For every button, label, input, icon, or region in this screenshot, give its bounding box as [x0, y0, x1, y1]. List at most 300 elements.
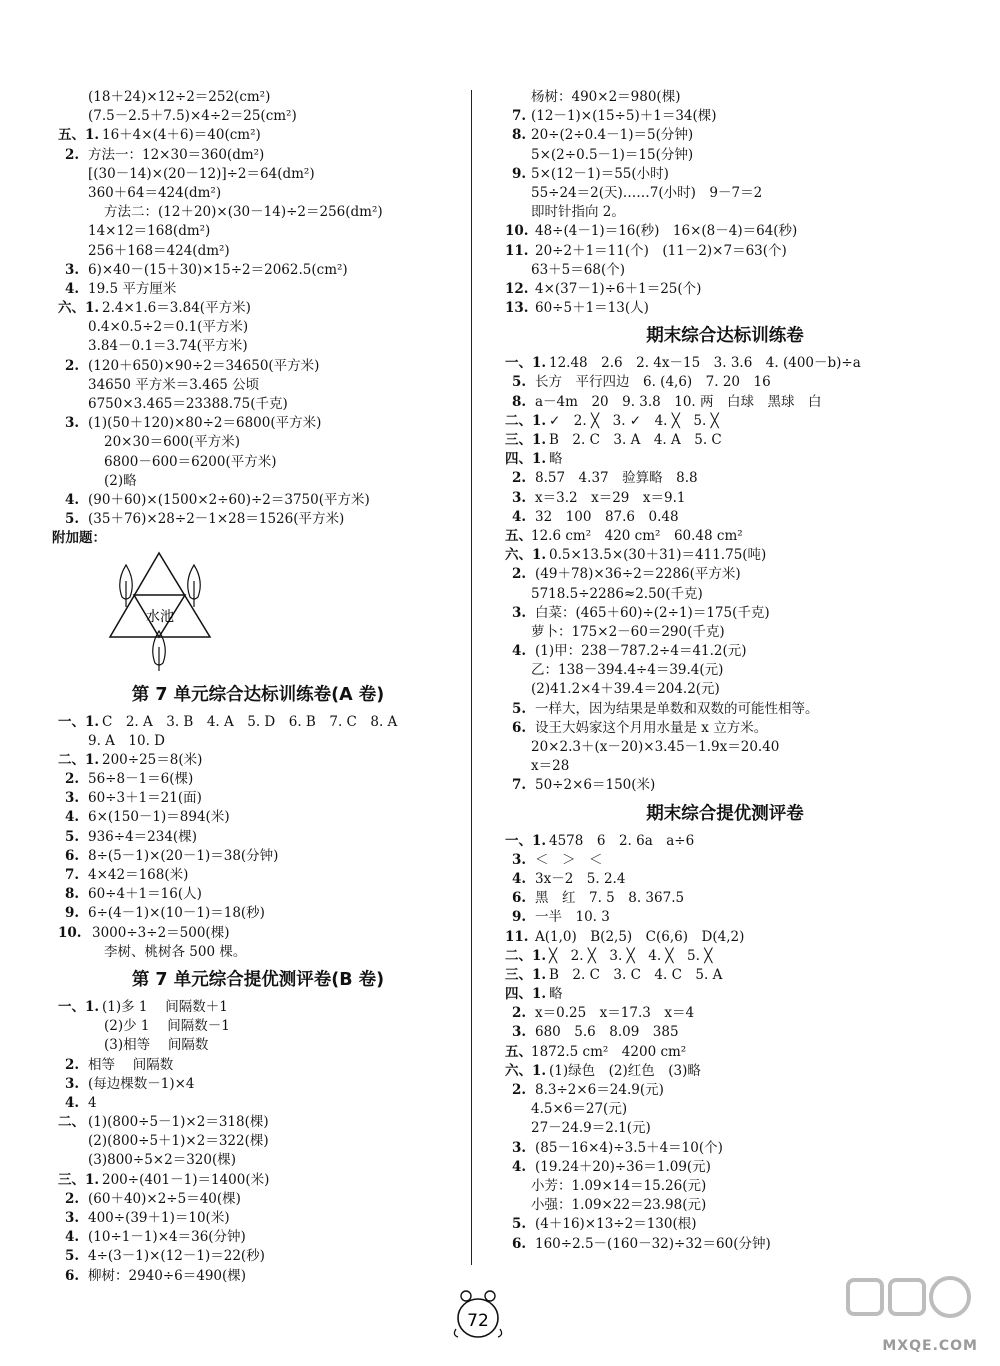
- answer-line: [58, 1056, 458, 1075]
- answer-line: [58, 904, 458, 923]
- answer-line: [505, 680, 945, 699]
- answer-text: (1)(50＋120)×80÷2＝6800(平方米): [88, 415, 322, 432]
- item-number: 二、: [58, 1114, 85, 1131]
- item-number: 六、1.: [505, 547, 547, 564]
- extra-question-label: 附加题：: [52, 530, 106, 547]
- answer-line: [58, 261, 458, 280]
- answer-text: 设王大妈家这个月用水量是 x 立方米。: [535, 719, 768, 736]
- answer-line: [505, 88, 945, 107]
- answer-text: 0.4×0.5÷2＝0.1(平方米): [88, 319, 249, 336]
- answer-line: [58, 1247, 458, 1266]
- answer-line: [505, 757, 945, 776]
- answer-text: C 2. A 3. B 4. A 5. D 6. B 7. C 8. A: [102, 713, 398, 730]
- answer-line: [58, 222, 458, 241]
- item-number: 10.: [58, 924, 82, 941]
- answer-text: 55÷24＝2(天)……7(小时) 9－7＝2: [531, 184, 763, 201]
- answer-line: [505, 661, 945, 680]
- answer-text: 20÷(2÷0.4－1)＝5(分钟): [531, 127, 694, 144]
- answer-text: x＝3.2 x＝29 x＝9.1: [535, 489, 686, 506]
- answer-text: 50÷2×6＝150(米): [535, 777, 656, 794]
- item-number: 4.: [65, 280, 80, 297]
- answer-text: 20×2.3＋(x－20)×3.45－1.9x＝20.40: [531, 739, 780, 755]
- answer-text: 160÷2.5－(160－32)÷32＝60(分钟): [535, 1235, 771, 1252]
- answer-line: [505, 165, 945, 184]
- answer-line: [505, 738, 945, 757]
- answer-line: [58, 337, 458, 356]
- item-number: 5.: [65, 828, 80, 845]
- answer-line: [58, 1075, 458, 1094]
- answer-text: (10÷1－1)×4＝36(分钟): [88, 1229, 246, 1246]
- answer-text: 李树、桃树各 500 棵。: [104, 943, 247, 960]
- answer-line: [505, 1139, 945, 1158]
- extra-question-row: [52, 529, 458, 548]
- item-number: 5.: [65, 1248, 80, 1265]
- answer-line: [58, 126, 458, 145]
- answer-text: 一样大，因为结果是单数和双数的可能性相等。: [535, 700, 819, 717]
- answer-line: [505, 604, 945, 623]
- answer-line: [505, 146, 945, 165]
- answer-line: [505, 450, 945, 469]
- section-heading: 期末综合达标训练卷: [646, 326, 804, 347]
- answer-text: 360＋64＝424(dm²): [88, 184, 222, 201]
- answer-line: [505, 412, 945, 431]
- answer-text: 400÷(39＋1)＝10(米): [88, 1210, 230, 1226]
- answer-line: [58, 1094, 458, 1113]
- answer-line: [505, 642, 945, 661]
- item-number: 三、1.: [505, 966, 547, 983]
- answer-text: (4＋16)×13÷2＝130(根): [535, 1216, 697, 1233]
- item-number: 3.: [65, 790, 80, 807]
- answer-text: (35＋76)×28÷2－1×28＝1526(平方米): [88, 511, 345, 528]
- answer-line: [505, 928, 945, 947]
- answer-line: [505, 1119, 945, 1138]
- answer-line: [58, 943, 458, 962]
- answer-line: [58, 808, 458, 827]
- answer-line: [505, 1004, 945, 1023]
- answer-text: 萝卜：175×2－60＝290(千克): [531, 623, 725, 640]
- answer-text: B 2. C 3. A 4. A 5. C: [549, 432, 722, 448]
- answer-line: [58, 1267, 458, 1286]
- answer-line: [58, 357, 458, 376]
- answer-text: 小强：1.09×22＝23.98(元): [531, 1197, 707, 1214]
- item-number: 9.: [65, 905, 80, 922]
- answer-line: [505, 431, 945, 450]
- triangle-pool-figure: [58, 549, 458, 677]
- answer-text: (49＋78)×36÷2＝2286(平方米): [535, 566, 741, 583]
- answer-text: 4×42＝168(米): [88, 867, 189, 883]
- section-heading: 第 7 单元综合提优测评卷(B 卷): [131, 969, 385, 990]
- answer-text: ╳ 2. ╳ 3. ╳ 4. ╳ 5. ╳: [549, 947, 713, 964]
- item-number: 二、1.: [505, 412, 547, 429]
- tree-icon: [188, 565, 201, 607]
- answer-line: [58, 491, 458, 510]
- answer-line: [505, 469, 945, 488]
- item-number: 3.: [512, 489, 527, 506]
- answer-line: [505, 489, 945, 508]
- answer-line: [505, 546, 945, 565]
- answer-line: [505, 1177, 945, 1196]
- answer-line: [505, 1158, 945, 1177]
- answer-text: (每边棵数－1)×4: [88, 1075, 195, 1092]
- answer-text: (1)绿色 (2)红色 (3)略: [549, 1062, 701, 1079]
- answer-text: 19.5 平方厘米: [88, 280, 177, 297]
- answer-line: [505, 261, 945, 280]
- answer-text: (2)少 1 间隔数－1: [104, 1018, 230, 1035]
- answer-text: 48÷(4－1)＝16(秒) 16×(8－4)＝64(秒): [535, 223, 798, 240]
- item-number: 六、1.: [505, 1062, 547, 1079]
- answer-line: [505, 700, 945, 719]
- answer-line: [505, 1235, 945, 1254]
- item-number: 12.: [505, 280, 529, 297]
- item-number: 三、1.: [58, 1171, 100, 1188]
- item-number: 11.: [505, 928, 529, 945]
- answer-line: [58, 789, 458, 808]
- answer-line: [58, 1036, 458, 1055]
- item-number: 4.: [65, 491, 80, 508]
- item-number: 5.: [512, 1216, 527, 1233]
- answer-text: 方法一：12×30＝360(dm²): [88, 146, 265, 163]
- item-number: 7.: [512, 777, 527, 794]
- item-number: 五、: [505, 527, 532, 544]
- answer-text: x＝28: [531, 758, 570, 775]
- watermark-text: MXQE.COM: [882, 1338, 978, 1354]
- answer-line: [58, 184, 458, 203]
- answer-text: (3)相等 间隔数: [104, 1037, 209, 1054]
- answer-text: 256＋168＝424(dm²): [88, 242, 230, 259]
- answer-line: [58, 472, 458, 491]
- answer-text: (85－16×4)÷3.5＋4＝10(个): [535, 1139, 723, 1156]
- answer-text: 5×(12－1)＝55(小时): [531, 165, 669, 182]
- answer-text: 0.5×13.5×(30＋31)＝411.75(吨): [549, 547, 767, 564]
- answer-line: [58, 828, 458, 847]
- item-number: 6.: [65, 847, 80, 864]
- answer-line: [505, 1023, 945, 1042]
- item-number: 3.: [512, 851, 527, 868]
- answer-text: 14×12＝168(dm²): [88, 223, 211, 240]
- answer-line: [505, 1100, 945, 1119]
- answer-line: [505, 851, 945, 870]
- answer-line: [505, 1062, 945, 1081]
- item-number: 2.: [65, 357, 80, 374]
- answer-line: [58, 1209, 458, 1228]
- answer-text: 56÷8－1＝6(棵): [88, 771, 194, 788]
- answer-line: [58, 203, 458, 222]
- item-number: 2.: [65, 771, 80, 788]
- answer-text: 9. A 10. D: [88, 732, 166, 749]
- answer-line: [505, 184, 945, 203]
- answer-text: 5×(2÷0.5－1)＝15(分钟): [531, 146, 694, 163]
- answer-line: [58, 1017, 458, 1036]
- item-number: 2.: [512, 470, 527, 487]
- item-number: 4.: [512, 508, 527, 525]
- answer-line: [58, 242, 458, 261]
- item-number: 4.: [65, 1094, 80, 1111]
- item-number: 3.: [512, 604, 527, 621]
- answer-line: [58, 713, 458, 732]
- answer-text: 20×30＝600(平方米): [104, 434, 240, 451]
- item-number: 一、1.: [58, 998, 100, 1015]
- item-number: 2.: [65, 1056, 80, 1073]
- item-number: 4.: [512, 870, 527, 887]
- answer-text: (2)(800÷5＋1)×2＝322(棵): [88, 1133, 269, 1150]
- item-number: 6.: [512, 719, 527, 736]
- item-number: 9.: [512, 165, 527, 182]
- page-number: 72: [467, 1311, 489, 1331]
- item-number: 4.: [65, 809, 80, 826]
- answer-text: 27－24.9＝2.1(元): [531, 1120, 651, 1137]
- left-column: [52, 88, 458, 1286]
- answer-line: [58, 299, 458, 318]
- answer-text: (60＋40)×2÷5＝40(棵): [88, 1190, 241, 1207]
- answer-text: (1)(800÷5－1)×2＝318(棵): [88, 1114, 269, 1131]
- item-number: 6.: [512, 890, 527, 907]
- answer-text: 略: [549, 451, 563, 468]
- answer-line: [58, 770, 458, 789]
- answer-text: 白菜：(465＋60)÷(2÷1)＝175(千克): [535, 604, 770, 621]
- item-number: 5.: [512, 700, 527, 717]
- answer-text: (1)甲：238－787.2÷4＝41.2(元): [535, 643, 747, 660]
- answer-text: 3000÷3÷2＝500(棵): [92, 924, 230, 941]
- answer-line: [58, 998, 458, 1017]
- answer-text: 63＋5＝68(个): [531, 261, 625, 278]
- answer-line: [505, 373, 945, 392]
- answer-line: [505, 719, 945, 738]
- answer-line: [58, 866, 458, 885]
- answer-text: (18＋24)×12÷2＝252(cm²): [88, 89, 271, 105]
- answer-line: [505, 203, 945, 222]
- answer-text: (19.24＋20)÷36＝1.09(元): [535, 1158, 711, 1175]
- item-number: 四、1.: [505, 451, 547, 468]
- answer-text: ✓ 2. ╳ 3. ✓ 4. ╳ 5. ╳: [549, 412, 719, 429]
- item-number: 6.: [65, 1267, 80, 1284]
- section-heading: 期末综合提优测评卷: [646, 803, 804, 824]
- column-divider: [471, 90, 472, 1265]
- answer-line: [58, 88, 458, 107]
- answer-text: 60÷4＋1＝16(人): [88, 886, 202, 903]
- answer-text: (120＋650)×90÷2＝34650(平方米): [88, 357, 320, 374]
- item-number: 一、1.: [58, 713, 100, 730]
- answer-line: [505, 242, 945, 261]
- answer-text: 680 5.6 8.09 385: [535, 1024, 679, 1041]
- item-number: 二、1.: [505, 947, 547, 964]
- item-number: 5.: [512, 374, 527, 391]
- answer-text: 6)×40－(15＋30)×15÷2＝2062.5(cm²): [88, 261, 348, 278]
- answer-text: 4.5×6＝27(元): [531, 1101, 628, 1118]
- answer-line: [505, 393, 945, 412]
- answer-line: [58, 1228, 458, 1247]
- item-number: 8.: [65, 886, 80, 903]
- answer-text: 长方 平行四边 6. (4,6) 7. 20 16: [535, 374, 771, 391]
- answer-text: 34650 平方米＝3.465 公顷: [88, 376, 260, 393]
- answer-text: 200÷(401－1)＝1400(米): [102, 1171, 270, 1188]
- answer-line: [505, 508, 945, 527]
- answer-text: 4578 6 2. 6a a÷6: [549, 832, 695, 849]
- item-number: 五、1.: [58, 127, 100, 144]
- answer-line: [58, 318, 458, 337]
- answer-line: [505, 126, 945, 145]
- answer-text: 4÷(3－1)×(12－1)＝22(秒): [88, 1248, 265, 1265]
- answer-line: [505, 966, 945, 985]
- item-number: 8.: [512, 127, 527, 144]
- answer-line: [505, 1215, 945, 1234]
- answer-line: [505, 776, 945, 795]
- pool-label: 水池: [146, 608, 174, 625]
- answer-line: [505, 585, 945, 604]
- answer-text: x＝0.25 x＝17.3 x＝4: [535, 1005, 695, 1022]
- answer-text: 6800－600＝6200(平方米): [104, 453, 277, 470]
- answer-line: [505, 947, 945, 966]
- item-number: 7.: [512, 108, 527, 125]
- answer-text: 3x－2 5. 2.4: [535, 870, 626, 887]
- answer-line: [505, 1196, 945, 1215]
- answer-line: [58, 1151, 458, 1170]
- answer-text: (90＋60)×(1500×2÷60)÷2＝3750(平方米): [88, 491, 370, 508]
- answer-text: 略: [549, 986, 563, 1003]
- item-number: 6.: [512, 1235, 527, 1252]
- answer-line: [58, 732, 458, 751]
- answer-line: [58, 280, 458, 299]
- answer-text: 6×(150－1)＝894(米): [88, 809, 230, 826]
- answer-line: [505, 889, 945, 908]
- answer-text: 一半 10. 3: [535, 909, 610, 926]
- answer-line: [505, 1043, 945, 1062]
- answer-line: [58, 847, 458, 866]
- answer-text: (1)多 1 间隔数＋1: [102, 998, 228, 1015]
- item-number: 二、1.: [58, 751, 100, 768]
- answer-line: [505, 565, 945, 584]
- answer-line: [505, 354, 945, 373]
- item-number: 9.: [512, 909, 527, 926]
- answer-line: [58, 1132, 458, 1151]
- item-number: 4.: [512, 643, 527, 660]
- answer-line: [58, 146, 458, 165]
- answer-line: [505, 527, 945, 546]
- item-number: 2.: [512, 1005, 527, 1022]
- answer-text: 杨树：490×2＝980(棵): [531, 89, 681, 105]
- answer-text: 60÷3＋1＝21(面): [88, 790, 202, 807]
- item-number: 8.: [512, 393, 527, 410]
- answer-text: 小芳：1.09×14＝15.26(元): [531, 1177, 707, 1194]
- answer-text: 4×(37－1)÷6＋1＝25(个): [535, 280, 702, 297]
- answer-text: 8÷(5－1)×(20－1)＝38(分钟): [88, 847, 279, 864]
- answer-line: [505, 985, 945, 1004]
- answer-text: 方法二：(12＋20)×(30－14)÷2＝256(dm²): [104, 204, 383, 221]
- answer-text: 20÷2＋1＝11(个) (11－2)×7＝63(个): [535, 242, 787, 259]
- item-number: 11.: [505, 242, 529, 259]
- answer-text: 16＋4×(4＋6)＝40(cm²): [102, 127, 261, 144]
- item-number: 2.: [512, 1082, 527, 1098]
- answer-text: 3.84－0.1＝3.74(平方米): [88, 338, 248, 355]
- answer-line: [505, 832, 945, 851]
- answer-text: 1872.5 cm² 4200 cm²: [531, 1043, 687, 1060]
- answer-text: 12.48 2.6 2. 4x－15 3. 3.6 4. (400－b)÷a: [549, 355, 861, 372]
- item-number: 10.: [505, 223, 529, 240]
- item-number: 六、1.: [58, 300, 100, 317]
- answer-text: (3)800÷5×2＝320(棵): [88, 1152, 236, 1169]
- page-number-badge: [448, 1285, 508, 1345]
- answer-text: 4: [88, 1094, 97, 1111]
- item-number: 三、1.: [505, 432, 547, 448]
- item-number: 四、1.: [505, 986, 547, 1003]
- section-heading: 第 7 单元综合达标训练卷(A 卷): [131, 684, 385, 705]
- answer-text: 柳树：2940÷6＝490(棵): [88, 1267, 247, 1284]
- answer-text: 32 100 87.6 0.48: [535, 508, 679, 525]
- answer-line: [505, 908, 945, 927]
- answer-line: [58, 751, 458, 770]
- answer-text: [(30－14)×(20－12)]÷2＝64(dm²): [88, 165, 315, 182]
- answer-line: [505, 280, 945, 299]
- answer-text: A(1,0) B(2,5) C(6,6) D(4,2): [535, 928, 745, 945]
- clock-icon: [448, 1285, 508, 1345]
- answer-text: 5718.5÷2286≈2.50(千克): [531, 585, 703, 602]
- answer-line: [58, 885, 458, 904]
- answer-text: 即时针指向 2。: [531, 204, 625, 221]
- answer-line: [58, 414, 458, 433]
- item-number: 3.: [512, 1024, 527, 1041]
- item-number: 5.: [65, 511, 80, 528]
- item-number: 7.: [65, 867, 80, 883]
- answer-text: 60÷5＋1＝13(人): [535, 300, 649, 317]
- right-column: [505, 88, 945, 1254]
- answer-line: [505, 870, 945, 889]
- answer-line: [58, 1113, 458, 1132]
- answer-text: 6÷(4－1)×(10－1)＝18(秒): [88, 905, 265, 922]
- item-number: 3.: [65, 261, 80, 278]
- answer-line: [505, 107, 945, 126]
- item-number: 3.: [65, 1075, 80, 1092]
- answer-line: [58, 165, 458, 184]
- answer-text: 200÷25＝8(米): [102, 751, 203, 768]
- answer-text: (2)41.2×4＋39.4＝204.2(元): [531, 681, 720, 698]
- item-number: 3.: [512, 1139, 527, 1156]
- item-number: 3.: [65, 1210, 80, 1226]
- answer-line: [58, 1171, 458, 1190]
- answer-text: 936÷4＝234(棵): [88, 828, 197, 845]
- item-number: 2.: [512, 566, 527, 583]
- answer-text: (2)略: [104, 472, 137, 489]
- item-number: 一、1.: [505, 355, 547, 372]
- item-number: 一、1.: [505, 832, 547, 849]
- answer-line: [58, 433, 458, 452]
- answer-text: a－4m 20 9. 3.8 10. 两 白球 黑球 白: [535, 393, 822, 410]
- answer-text: 相等 间隔数: [88, 1056, 174, 1073]
- item-number: 4.: [512, 1158, 527, 1175]
- answer-line: [58, 1190, 458, 1209]
- answer-line: [58, 107, 458, 126]
- answer-text: 8.3÷2×6＝24.9(元): [535, 1082, 664, 1098]
- answer-line: [505, 623, 945, 642]
- answer-line: [505, 1081, 945, 1100]
- answer-line: [58, 376, 458, 395]
- answer-line: [505, 222, 945, 241]
- answer-line: [58, 395, 458, 414]
- answer-text: ＜ ＞ ＜: [535, 851, 603, 868]
- answer-text: 2.4×1.6＝3.84(平方米): [102, 300, 251, 317]
- answer-text: B 2. C 3. C 4. C 5. A: [549, 966, 723, 983]
- item-number: 2.: [65, 146, 80, 163]
- item-number: 五、: [505, 1043, 532, 1060]
- answer-line: [58, 453, 458, 472]
- answer-text: 12.6 cm² 420 cm² 60.48 cm²: [531, 527, 743, 544]
- answer-line: [58, 924, 458, 943]
- answer-text: (7.5－2.5＋7.5)×4÷2＝25(cm²): [88, 108, 297, 125]
- answer-line: [505, 299, 945, 318]
- answer-text: 乙：138－394.4÷4＝39.4(元): [531, 662, 724, 679]
- answer-line: [58, 510, 458, 529]
- answer-text: 6750×3.465＝23388.75(千克): [88, 396, 288, 412]
- item-number: 13.: [505, 300, 529, 317]
- answer-text: 黑 红 7. 5 8. 367.5: [535, 890, 685, 907]
